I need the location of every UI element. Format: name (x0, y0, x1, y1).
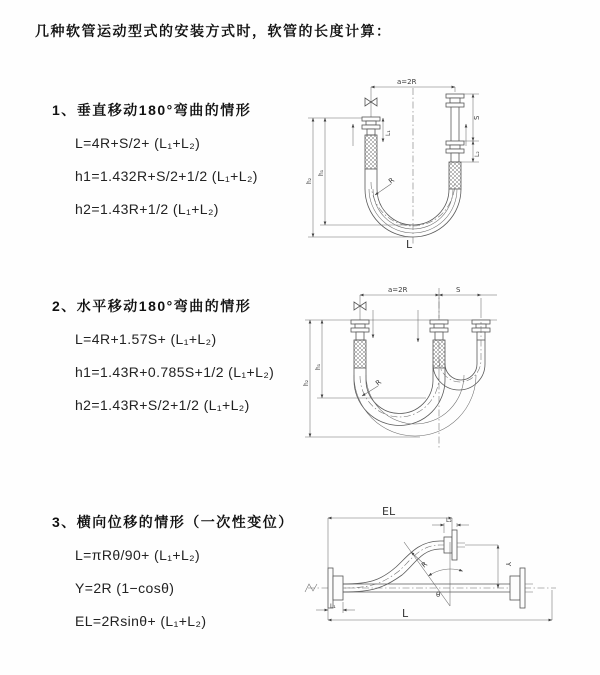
radius-label-r: R (420, 560, 430, 570)
formula-y: Y=2R (1−cosθ) (75, 580, 175, 596)
hose-u-bend-moved (354, 320, 485, 436)
formula-length: L=πRθ/90+ (L₁+L₂) (75, 547, 201, 563)
formula-length: L=4R+S/2+ (L₁+L₂) (75, 135, 201, 151)
formula-h1: h1=1.43R+0.785S+1/2 (L₁+L₂) (75, 364, 275, 380)
dim-label-el: EL (382, 505, 396, 518)
section-1-heading: 1、垂直移动180°弯曲的情形 (52, 102, 252, 118)
hose-s-curve-displaced (343, 530, 465, 592)
dim-label-l1: L₁ (385, 130, 392, 136)
left-fitting (328, 568, 343, 608)
dim-label-l1: L₁ (330, 603, 336, 610)
formula-length: L=4R+1.57S+ (L₁+L₂) (75, 331, 217, 347)
dim-label-y: Y (504, 562, 512, 567)
dim-label-h2: h₂ (306, 177, 313, 184)
diagram-1-drawing (303, 72, 593, 262)
section-2-heading: 2、水平移动180°弯曲的情形 (52, 298, 252, 314)
formula-el: EL=2Rsinθ+ (L₁+L₂) (75, 613, 207, 629)
diagram-3-drawing (300, 498, 600, 656)
dim-label-s: S (473, 115, 481, 120)
dim-label-h2: h₂ (303, 379, 310, 386)
right-fitting-upper-position (446, 94, 464, 141)
left-fitting (362, 117, 380, 169)
left-fitting (351, 320, 369, 368)
diagram-2-drawing (300, 280, 595, 465)
right-fitting-lower-position (446, 141, 464, 189)
dim-label-a-2r: a=2R (397, 78, 417, 86)
section-lateral-displacement (52, 514, 294, 638)
section-horizontal-movement (52, 298, 274, 422)
dim-label-s: S (456, 286, 461, 294)
valve-icon (354, 295, 366, 320)
dim-label-l: L (402, 607, 409, 620)
angle-label-theta: θ (436, 591, 441, 599)
dim-label-h1: h₁ (318, 169, 325, 176)
break-mark (305, 584, 317, 592)
radius-label-r: R (387, 176, 397, 186)
dim-label-h1: h₁ (315, 363, 322, 370)
section-vertical-movement (52, 102, 258, 226)
formula-h1: h1=1.432R+S/2+1/2 (L₁+L₂) (75, 168, 258, 184)
diagram-horizontal-180-bend (300, 280, 595, 465)
dim-label-l2: L₂ (474, 151, 481, 157)
formula-h2: h2=1.43R+1/2 (L₁+L₂) (75, 201, 219, 217)
dim-label-a-2r: a=2R (388, 286, 408, 294)
radius-label-r: R (374, 378, 384, 388)
formula-h2: h2=1.43R+S/2+1/2 (L₁+L₂) (75, 397, 250, 413)
valve-icon (365, 87, 377, 117)
document-title: 几种软管运动型式的安装方式时，软管的长度计算： (35, 23, 392, 39)
section-3-heading: 3、横向位移的情形（一次性变位） (52, 514, 294, 530)
length-label-l: L (406, 238, 413, 251)
hose-u-bend-original (354, 368, 445, 426)
diagram-lateral-displacement (300, 498, 600, 656)
dim-label-l2: L₂ (446, 517, 452, 524)
diagram-vertical-180-bend (303, 72, 593, 262)
